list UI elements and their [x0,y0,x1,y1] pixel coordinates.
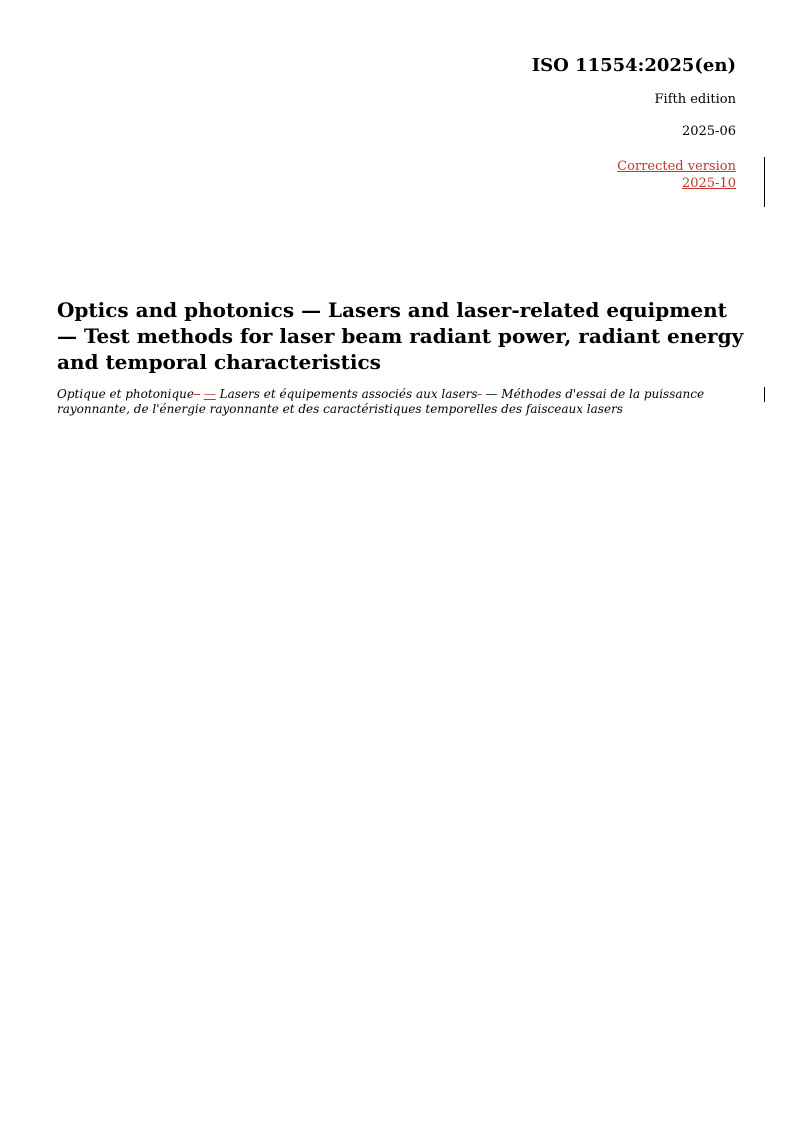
publication-date: 2025-06 [681,124,736,139]
main-title: Optics and photonics — Lasers and laser-related equipment — Test methods for laser beam radiant power, radiant energy and temporal characteristics [57,298,744,374]
deleted-text: - [477,387,482,401]
edition-label: Fifth edition [654,92,736,107]
corrected-version-label: Corrected version [617,159,736,174]
french-title-part: Optique et photonique [57,387,195,401]
document-number: ISO 11554:2025(en) [531,55,736,76]
deleted-text: – [194,387,201,401]
french-title-part: — Méthodes d'essai de la puissance rayonnante, de l'énergie rayonnante et des caractéristiques temporelles des faisceaux lasers [57,387,705,416]
corrected-version-block [617,158,736,192]
corrected-version-date: 2025-10 [681,176,736,191]
inserted-text: — [203,387,216,401]
french-title-part: Lasers et équipements associés aux lasers [215,387,478,401]
change-bar [764,387,765,402]
change-bar [764,157,765,207]
french-title [57,387,717,417]
